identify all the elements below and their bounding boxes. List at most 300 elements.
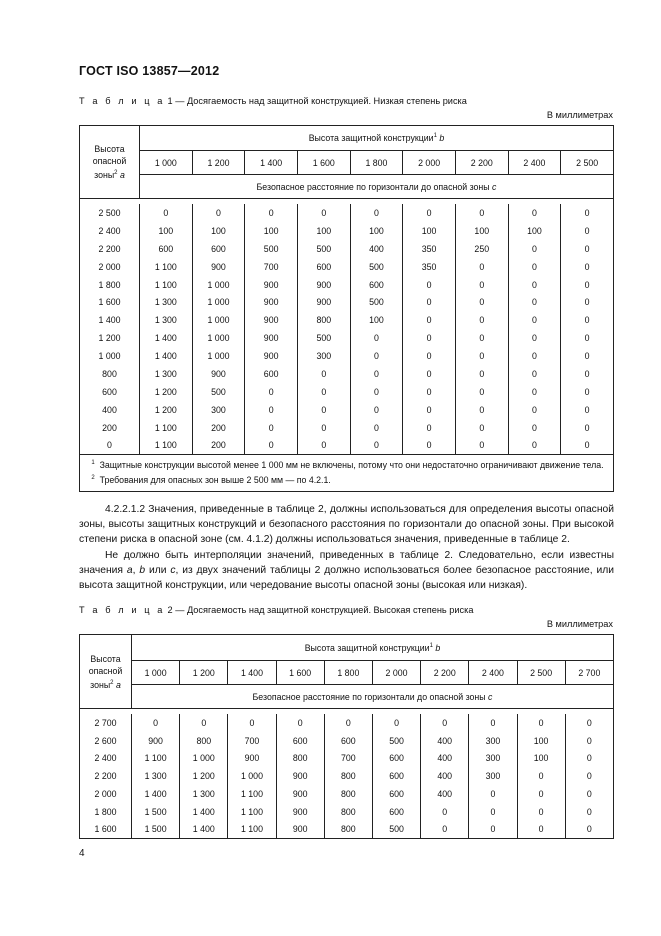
- table1-value-cell: 0: [245, 419, 298, 437]
- table2-value-cell: 0: [228, 714, 276, 732]
- table1-value-cell: 0: [403, 437, 456, 455]
- table1-value-cell: 1 000: [192, 276, 245, 294]
- table1-value-cell: 0: [297, 365, 350, 383]
- table1-caption-number: 1: [167, 96, 173, 106]
- table1-value-cell: 900: [192, 365, 245, 383]
- table1-value-cell: 300: [192, 401, 245, 419]
- table1-value-cell: 0: [561, 365, 614, 383]
- table2-zone-line: опасной: [88, 665, 123, 676]
- table1-value-cell: 350: [403, 240, 456, 258]
- table1-value-cell: 0: [455, 365, 508, 383]
- table1-value-cell: 0: [561, 383, 614, 401]
- table1-value-cell: 0: [508, 437, 561, 455]
- table1-value-cell: 0: [455, 276, 508, 294]
- table2-value-cell: 100: [517, 732, 565, 750]
- table2-value-cell: 800: [324, 803, 372, 821]
- table1-value-cell: 900: [245, 329, 298, 347]
- table2-value-cell: 0: [517, 785, 565, 803]
- table1-note1-text: Защитные конструкции высотой менее 1 000 мм не включены, потому что они недостаточно ограничивают движение тела.: [99, 459, 604, 470]
- table1-value-cell: 0: [508, 401, 561, 419]
- table1-value-cell: 1 300: [140, 311, 193, 329]
- table2-value-cell: 800: [180, 732, 228, 750]
- table1-row: [80, 240, 614, 258]
- table1-value-cell: 100: [455, 222, 508, 240]
- table2-value-cell: 0: [421, 803, 469, 821]
- para-text: Не должно быть интерполяции значений, приведенных в таблице 2. Следовательно, если известны значения: [79, 549, 614, 576]
- table2-row: [80, 732, 614, 750]
- table1-value-cell: 0: [350, 419, 403, 437]
- table1-value-cell: 1 400: [140, 329, 193, 347]
- table1-value-cell: 0: [455, 329, 508, 347]
- table2-value-cell: 0: [517, 803, 565, 821]
- table2-units: В миллиметрах: [546, 619, 613, 629]
- table2-zone-cell: 2 200: [80, 767, 132, 785]
- table2-value-cell: 600: [324, 732, 372, 750]
- table1-value-cell: 0: [297, 419, 350, 437]
- table2-distance-header: [132, 685, 614, 709]
- table1-value-cell: 1 200: [140, 383, 193, 401]
- table1-value-cell: 100: [245, 222, 298, 240]
- table1-distance-header-text: Безопасное расстояние по горизонтали до опасной зоны: [256, 181, 490, 192]
- table1-value-cell: 0: [350, 347, 403, 365]
- table1-value-cell: 0: [561, 240, 614, 258]
- table2-value-cell: 0: [517, 714, 565, 732]
- table1-value-cell: 1 300: [140, 365, 193, 383]
- table1-value-cell: 0: [455, 419, 508, 437]
- table1-height-header-text: Высота защитной конструкции: [308, 133, 434, 143]
- table2-value-cell: 0: [565, 785, 613, 803]
- table2-caption-text: — Досягаемость над защитной конструкцией. Высокая степень риска: [175, 605, 474, 615]
- table2-value-cell: 900: [276, 767, 324, 785]
- table1-column-header: 2 500: [561, 151, 614, 175]
- table1-value-cell: 600: [140, 240, 193, 258]
- table1-value-cell: 0: [561, 276, 614, 294]
- table2-value-cell: 0: [565, 821, 613, 839]
- table2-value-cell: 1 300: [132, 767, 180, 785]
- table1-value-cell: 200: [192, 437, 245, 455]
- table1-value-cell: 0: [508, 204, 561, 222]
- table2-value-cell: 0: [517, 767, 565, 785]
- table1-value-cell: 600: [192, 240, 245, 258]
- table1-value-cell: 0: [403, 204, 456, 222]
- table1-value-cell: 200: [192, 419, 245, 437]
- table2-column-header: 1 000: [132, 661, 180, 685]
- table2-distance-header-text: Безопасное расстояние по горизонтали до опасной зоны: [252, 691, 486, 702]
- table1-value-cell: 0: [350, 365, 403, 383]
- table2-zone-line: зоны: [90, 679, 111, 690]
- table1-column-header: 1 600: [297, 151, 350, 175]
- table1-value-cell: 500: [192, 383, 245, 401]
- table2-column-header: 2 000: [372, 661, 420, 685]
- para-text: или: [145, 564, 171, 576]
- table1-value-cell: 0: [455, 383, 508, 401]
- table1-row: [80, 258, 614, 276]
- table2-value-cell: 400: [421, 785, 469, 803]
- table1-column-header: 2 400: [508, 151, 561, 175]
- table1-value-cell: 0: [350, 401, 403, 419]
- para-text: , из двух значений таблицы 2 должно использоваться более безопасное расстояние, или высота защитной конструкции, или чередование высоты опасной зоны (высокая или низкая).: [79, 564, 614, 592]
- table2-caption-number: 2: [167, 605, 173, 615]
- table2-column-header: 2 500: [517, 661, 565, 685]
- table1-note2-text: Требования для опасных зон выше 2 500 мм — по 4.2.1.: [99, 474, 331, 485]
- table2-value-cell: 0: [132, 714, 180, 732]
- table2-column-header: 2 700: [565, 661, 613, 685]
- table1-row: [80, 437, 614, 455]
- table2: [79, 634, 614, 839]
- table1: [79, 125, 614, 492]
- table1-units: В миллиметрах: [546, 110, 613, 120]
- paragraph-interpolation: [79, 548, 614, 594]
- table2-column-header: 1 600: [276, 661, 324, 685]
- table1-value-cell: 100: [508, 222, 561, 240]
- table1-value-cell: 100: [297, 222, 350, 240]
- table2-value-cell: 700: [228, 732, 276, 750]
- table1-value-cell: 0: [561, 419, 614, 437]
- table2-value-cell: 1 400: [180, 803, 228, 821]
- table1-value-cell: 900: [245, 311, 298, 329]
- table2-value-cell: 1 400: [180, 821, 228, 839]
- table1-zone-sup: 2: [114, 170, 118, 176]
- table2-value-cell: 400: [421, 732, 469, 750]
- table1-value-cell: 1 000: [192, 293, 245, 311]
- table1-value-cell: 0: [561, 437, 614, 455]
- table2-value-cell: 300: [469, 732, 517, 750]
- table1-row: [80, 276, 614, 294]
- table1-value-cell: 100: [140, 222, 193, 240]
- table1-value-cell: 0: [508, 276, 561, 294]
- table2-zone-cell: 2 700: [80, 714, 132, 732]
- table1-value-cell: 700: [245, 258, 298, 276]
- paragraph-4-2-2-1-2: 4.2.2.1.2 Значения, приведенные в таблице 2, должны использоваться для определения высоты опасной зоны, высоты защитных конструкций и безопасного расстояния по горизонтали до опасной зоны. При высокой степени риска в опасной зоне (см. 4.1.2) должны использоваться значения, приведенные в таблице 2.: [79, 504, 614, 546]
- table1-value-cell: 0: [455, 311, 508, 329]
- table1-row: [80, 365, 614, 383]
- table1-value-cell: 100: [403, 222, 456, 240]
- table2-row: [80, 821, 614, 839]
- table1-value-cell: 0: [403, 276, 456, 294]
- table1-value-cell: 900: [245, 347, 298, 365]
- table1-value-cell: 0: [561, 222, 614, 240]
- table2-value-cell: 800: [276, 750, 324, 768]
- table2-value-cell: 900: [276, 803, 324, 821]
- table2-value-cell: 0: [469, 714, 517, 732]
- table2-value-cell: 600: [372, 785, 420, 803]
- table2-value-cell: 0: [180, 714, 228, 732]
- table2-value-cell: 900: [132, 732, 180, 750]
- table1-row: [80, 383, 614, 401]
- table2-value-cell: 600: [372, 767, 420, 785]
- table1-value-cell: 400: [350, 240, 403, 258]
- table1-value-cell: 0: [561, 401, 614, 419]
- table1-zone-cell: 1 000: [80, 347, 140, 365]
- table2-value-cell: 0: [565, 714, 613, 732]
- table1-zone-cell: 2 400: [80, 222, 140, 240]
- table2-zone-line: Высота: [90, 653, 121, 664]
- para-letter-c: c: [170, 564, 176, 576]
- table2-value-cell: 0: [372, 714, 420, 732]
- table1-value-cell: 0: [403, 383, 456, 401]
- table2-value-cell: 0: [565, 767, 613, 785]
- table1-value-cell: 0: [508, 419, 561, 437]
- table1-note-2: [84, 472, 609, 487]
- table1-zone-header: [80, 126, 140, 199]
- table1-column-header: 2 000: [403, 151, 456, 175]
- table1-zone-letter: a: [119, 170, 125, 180]
- table2-value-cell: 1 000: [228, 767, 276, 785]
- table2-column-header: 1 200: [180, 661, 228, 685]
- table1-caption: [79, 96, 467, 106]
- table2-value-cell: 600: [372, 750, 420, 768]
- table2-height-header: [132, 635, 614, 661]
- table2-caption-prefix: Т а б л и ц а: [79, 605, 165, 615]
- table1-zone-cell: 1 600: [80, 293, 140, 311]
- table1-value-cell: 0: [455, 401, 508, 419]
- table1-value-cell: 0: [403, 347, 456, 365]
- table1-value-cell: 0: [403, 311, 456, 329]
- table1-note1-sup: 1: [91, 459, 95, 466]
- table1-value-cell: 0: [508, 383, 561, 401]
- table1-value-cell: 0: [455, 204, 508, 222]
- table2-value-cell: 800: [324, 821, 372, 839]
- table1-row: [80, 293, 614, 311]
- table2-value-cell: 300: [469, 750, 517, 768]
- table2-value-cell: 1 300: [180, 785, 228, 803]
- table2-zone-cell: 2 400: [80, 750, 132, 768]
- table1-value-cell: 0: [561, 293, 614, 311]
- document-header: ГОСТ ISO 13857—2012: [79, 64, 220, 78]
- table1-note-1: [84, 457, 609, 472]
- table1-value-cell: 0: [455, 258, 508, 276]
- table1-value-cell: 0: [403, 419, 456, 437]
- table1-value-cell: 1 400: [140, 347, 193, 365]
- table1-zone-cell: 0: [80, 437, 140, 455]
- table1-value-cell: 900: [297, 276, 350, 294]
- table2-value-cell: 400: [421, 750, 469, 768]
- table1-caption-prefix: Т а б л и ц а: [79, 96, 165, 106]
- table1-value-cell: 1 300: [140, 293, 193, 311]
- table1-value-cell: 0: [140, 204, 193, 222]
- table2-height-letter: b: [435, 642, 441, 653]
- table1-value-cell: 0: [403, 401, 456, 419]
- table1-value-cell: 0: [297, 401, 350, 419]
- table1-value-cell: 0: [403, 365, 456, 383]
- table2-value-cell: 0: [421, 714, 469, 732]
- table1-value-cell: 300: [297, 347, 350, 365]
- table2-value-cell: 0: [469, 785, 517, 803]
- table2-value-cell: 1 100: [228, 821, 276, 839]
- table1-value-cell: 0: [508, 240, 561, 258]
- table1-row: [80, 204, 614, 222]
- table2-caption: [79, 605, 473, 615]
- table1-value-cell: 500: [297, 329, 350, 347]
- table1-row: [80, 329, 614, 347]
- table1-column-header: 1 400: [245, 151, 298, 175]
- table1-value-cell: 0: [508, 365, 561, 383]
- table1-value-cell: 900: [245, 293, 298, 311]
- table2-value-cell: 0: [324, 714, 372, 732]
- table2-value-cell: 1 100: [228, 785, 276, 803]
- table1-value-cell: 0: [245, 437, 298, 455]
- table1-value-cell: 500: [350, 258, 403, 276]
- table1-value-cell: 500: [297, 240, 350, 258]
- table1-value-cell: 1 000: [192, 329, 245, 347]
- table2-column-header: 2 400: [469, 661, 517, 685]
- table2-row: [80, 803, 614, 821]
- table1-value-cell: 900: [245, 276, 298, 294]
- table1-zone-cell: 2 000: [80, 258, 140, 276]
- table1-value-cell: 0: [508, 258, 561, 276]
- table1-value-cell: 0: [350, 437, 403, 455]
- table1-value-cell: 0: [403, 329, 456, 347]
- table2-value-cell: 500: [372, 821, 420, 839]
- table2-value-cell: 300: [469, 767, 517, 785]
- table2-value-cell: 1 100: [228, 803, 276, 821]
- table1-zone-line: Высота: [94, 144, 125, 154]
- table1-value-cell: 0: [245, 401, 298, 419]
- table2-value-cell: 1 200: [180, 767, 228, 785]
- page-number: 4: [79, 848, 85, 859]
- table1-value-cell: 0: [455, 293, 508, 311]
- table1-value-cell: 500: [350, 293, 403, 311]
- table2-zone-cell: 2 000: [80, 785, 132, 803]
- table1-value-cell: 1 000: [192, 311, 245, 329]
- table2-value-cell: 0: [469, 821, 517, 839]
- table1-zone-line: зоны: [94, 170, 115, 180]
- table2-value-cell: 700: [324, 750, 372, 768]
- table1-value-cell: 600: [297, 258, 350, 276]
- table2-row: [80, 750, 614, 768]
- table1-zone-cell: 600: [80, 383, 140, 401]
- table2-value-cell: 500: [372, 732, 420, 750]
- table2-row: [80, 767, 614, 785]
- table1-value-cell: 0: [455, 437, 508, 455]
- table2-value-cell: 600: [372, 803, 420, 821]
- para-letter-a: а: [126, 564, 133, 576]
- table1-value-cell: 0: [350, 204, 403, 222]
- table1-distance-header: [140, 175, 614, 199]
- table1-row: [80, 401, 614, 419]
- table1-value-cell: 1 200: [140, 401, 193, 419]
- table1-caption-text: — Досягаемость над защитной конструкцией. Низкая степень риска: [175, 96, 467, 106]
- table1-column-header: 1 200: [192, 151, 245, 175]
- table1-value-cell: 0: [297, 204, 350, 222]
- table2-height-sup: 1: [429, 642, 433, 649]
- table1-value-cell: 1 100: [140, 419, 193, 437]
- table2-value-cell: 1 400: [132, 785, 180, 803]
- table2-value-cell: 1 000: [180, 750, 228, 768]
- table1-value-cell: 0: [561, 258, 614, 276]
- table2-column-header: 2 200: [421, 661, 469, 685]
- table1-note2-sup: 2: [91, 474, 95, 481]
- table1-zone-cell: 1 800: [80, 276, 140, 294]
- table1-value-cell: 0: [508, 329, 561, 347]
- table1-value-cell: 900: [297, 293, 350, 311]
- table2-value-cell: 100: [517, 750, 565, 768]
- table1-value-cell: 0: [192, 204, 245, 222]
- table1-value-cell: 0: [455, 347, 508, 365]
- table1-zone-cell: 2 200: [80, 240, 140, 258]
- table2-row: [80, 785, 614, 803]
- table1-value-cell: 0: [561, 329, 614, 347]
- table1-value-cell: 1 100: [140, 437, 193, 455]
- table2-zone-header: [80, 635, 132, 709]
- table2-value-cell: 0: [565, 732, 613, 750]
- table2-value-cell: 800: [324, 767, 372, 785]
- table1-row: [80, 222, 614, 240]
- table1-value-cell: 0: [245, 383, 298, 401]
- table1-value-cell: 800: [297, 311, 350, 329]
- table2-value-cell: 0: [276, 714, 324, 732]
- table1-value-cell: 350: [403, 258, 456, 276]
- table1-column-header: 2 200: [455, 151, 508, 175]
- table1-value-cell: 0: [508, 293, 561, 311]
- table1-value-cell: 0: [561, 204, 614, 222]
- para-text: ,: [132, 564, 140, 576]
- table1-column-header: 1 800: [350, 151, 403, 175]
- table1-value-cell: 1 100: [140, 276, 193, 294]
- table1-notes: [80, 454, 614, 491]
- table2-value-cell: 900: [276, 785, 324, 803]
- table2-zone-cell: 1 800: [80, 803, 132, 821]
- table1-value-cell: 1 100: [140, 258, 193, 276]
- table2-value-cell: 0: [565, 750, 613, 768]
- table1-zone-cell: 400: [80, 401, 140, 419]
- table1-distance-letter: c: [492, 181, 497, 192]
- table2-value-cell: 800: [324, 785, 372, 803]
- table2-distance-letter: c: [488, 691, 493, 702]
- table2-value-cell: 1 500: [132, 821, 180, 839]
- table1-value-cell: 100: [192, 222, 245, 240]
- body-paragraph: [79, 502, 614, 593]
- table1-value-cell: 900: [192, 258, 245, 276]
- table2-zone-letter: a: [115, 679, 121, 690]
- table1-value-cell: 600: [245, 365, 298, 383]
- table1-value-cell: 1 000: [192, 347, 245, 365]
- table1-height-sup: 1: [433, 133, 437, 139]
- table2-value-cell: 1 100: [132, 750, 180, 768]
- table1-value-cell: 0: [297, 383, 350, 401]
- table1-value-cell: 0: [350, 329, 403, 347]
- table2-value-cell: 0: [517, 821, 565, 839]
- table1-height-letter: b: [439, 133, 445, 143]
- table1-zone-cell: 1 200: [80, 329, 140, 347]
- table2-column-header: 1 400: [228, 661, 276, 685]
- table2-value-cell: 400: [421, 767, 469, 785]
- table1-column-header: 1 000: [140, 151, 193, 175]
- table1-height-header: [140, 126, 614, 151]
- table2-value-cell: 900: [228, 750, 276, 768]
- para-letter-b: b: [139, 564, 146, 576]
- table1-value-cell: 100: [350, 222, 403, 240]
- table1-zone-cell: 200: [80, 419, 140, 437]
- table1-value-cell: 0: [561, 311, 614, 329]
- table1-row: [80, 347, 614, 365]
- table1-value-cell: 0: [297, 437, 350, 455]
- table2-value-cell: 600: [276, 732, 324, 750]
- table2-value-cell: 0: [421, 821, 469, 839]
- table2-value-cell: 1 500: [132, 803, 180, 821]
- table1-zone-line: опасной: [92, 156, 127, 166]
- table2-zone-cell: 1 600: [80, 821, 132, 839]
- table2-zone-cell: 2 600: [80, 732, 132, 750]
- table1-value-cell: 0: [350, 383, 403, 401]
- table1-zone-cell: 800: [80, 365, 140, 383]
- table2-column-header: 1 800: [324, 661, 372, 685]
- table1-value-cell: 600: [350, 276, 403, 294]
- table1-value-cell: 0: [508, 311, 561, 329]
- table2-value-cell: 0: [469, 803, 517, 821]
- table2-zone-sup: 2: [110, 679, 114, 686]
- table1-value-cell: 250: [455, 240, 508, 258]
